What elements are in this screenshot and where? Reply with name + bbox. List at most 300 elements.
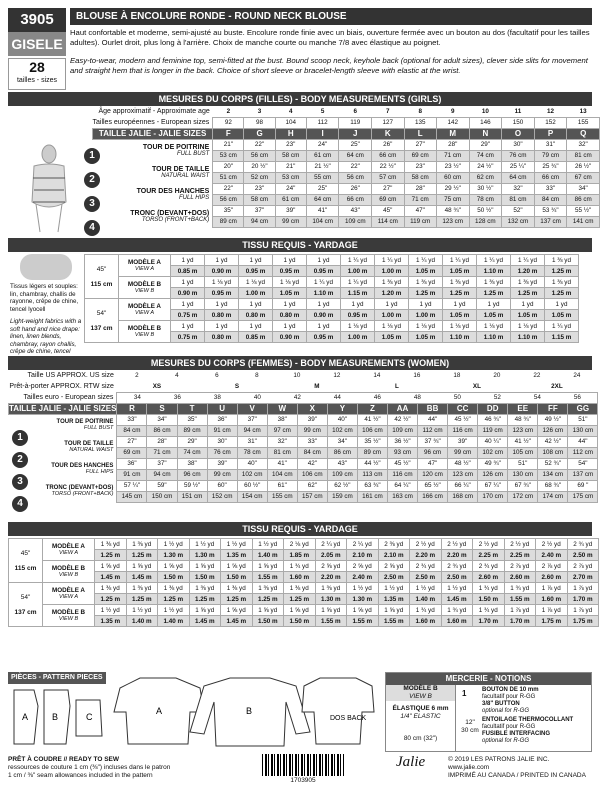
us-cell: 16 — [413, 372, 421, 379]
girls-measurements-table — [92, 106, 600, 228]
m-cell: 1.50 m — [189, 572, 221, 583]
m-cell: 1.75 m — [567, 616, 599, 627]
measure-fr: TOUR DE POITRINE — [142, 143, 210, 151]
inch-cell: 25" — [339, 139, 372, 150]
inch-cell: 62 ½" — [327, 480, 357, 491]
inch-cell: 51" — [568, 414, 598, 425]
inch-cell: 35 ½" — [357, 436, 387, 447]
fabric-en: Light-weight fabrics with a soft hand and nice drape: linen, linen blends, chambray, rayon challis, crêpe de chine, tencel — [10, 318, 82, 355]
m-cell: 1.55 m — [504, 594, 536, 605]
measure-number-4: 4 — [12, 496, 28, 512]
width-cell — [85, 255, 119, 299]
inch-cell: 44" — [568, 436, 598, 447]
measure-label — [93, 205, 213, 227]
m-cell: 1.25 m — [545, 266, 579, 277]
inch-cell: 39" — [207, 458, 237, 469]
m-cell: 0.75 m — [171, 332, 205, 343]
inch-cell: 59" — [147, 480, 177, 491]
inch-cell: 40" — [327, 414, 357, 425]
cm-cell: 69 cm — [117, 447, 147, 458]
yd-cell: 1 ⅜ yd — [189, 583, 221, 594]
m-cell: 1.00 m — [375, 310, 409, 321]
yd-cell: 1 yd — [477, 299, 511, 310]
age-cell: 7 — [386, 107, 390, 115]
width-cm: 115 cm — [14, 564, 37, 572]
inch-cell: 45 ½" — [448, 414, 478, 425]
cm-cell: 123 cm — [436, 216, 469, 227]
size-cell: X — [297, 403, 327, 414]
yd-cell: 1 ½ yd — [347, 583, 379, 594]
inch-cell: 60 ½" — [237, 480, 267, 491]
yd-cell: 1 yd — [171, 277, 205, 288]
m-cell: 0.90 m — [307, 310, 341, 321]
yd-cell: 1 yd — [239, 255, 273, 266]
yd-cell: 1 ⅛ yd — [409, 321, 443, 332]
m-cell: 0.90 m — [205, 266, 239, 277]
cm-cell: 52 cm — [244, 172, 275, 183]
inch-cell: 26" — [339, 183, 372, 194]
table-row — [93, 161, 600, 172]
yd-cell: 1 ⅛ yd — [443, 321, 477, 332]
pattern-name: GISELE — [8, 32, 66, 56]
size-label: TAILLE JALIE - JALIE SIZES — [9, 404, 117, 413]
inch-cell: 50 ½" — [469, 205, 502, 216]
inch-cell: 65 ½" — [418, 480, 448, 491]
notions-box — [385, 672, 592, 752]
size-cell: M — [436, 128, 469, 139]
measure-en: NATURAL WAIST — [69, 447, 114, 453]
cm-cell: 64 cm — [306, 194, 339, 205]
inch-cell: 31" — [237, 436, 267, 447]
age-cell: 12 — [547, 107, 555, 115]
table-row — [9, 539, 599, 550]
view-label — [119, 277, 171, 299]
measure-fr: TOUR DES HANCHES — [51, 463, 114, 469]
inch-cell: 48 ¾" — [508, 414, 538, 425]
m-cell: 1.50 m — [284, 616, 316, 627]
yd-cell: 1 ¼ yd — [443, 255, 477, 266]
m-cell: 0.85 m — [171, 266, 205, 277]
inch-cell: 34" — [147, 414, 177, 425]
inch-cell: 45" — [372, 205, 404, 216]
inch-cell: 54" — [568, 458, 598, 469]
inch-cell: 30 ½" — [469, 183, 502, 194]
inch-cell: 32" — [267, 436, 297, 447]
inch-cell: 23 ½" — [436, 161, 469, 172]
cm-cell: 74 cm — [469, 150, 502, 161]
yd-cell: 1 ⅛ yd — [239, 277, 273, 288]
cm-cell: 155 cm — [267, 491, 297, 502]
rtw-row — [9, 381, 598, 392]
size-cell: J — [339, 128, 372, 139]
m-cell: 1.05 m — [273, 288, 307, 299]
euro-cell: 56 — [573, 394, 581, 401]
cm-cell: 170 cm — [478, 491, 508, 502]
m-cell: 1.45 m — [95, 572, 127, 583]
yd-cell: 1 yd — [239, 321, 273, 332]
inch-cell: 34" — [327, 436, 357, 447]
cm-cell: 132 cm — [502, 216, 535, 227]
euro-cell: 52 — [493, 394, 501, 401]
piece-c-label: C — [86, 712, 93, 722]
size-cell: S — [147, 403, 177, 414]
measure-label — [93, 139, 213, 161]
inch-cell: 35" — [177, 414, 207, 425]
inch-cell: 44 ½" — [357, 458, 387, 469]
inch-cell: 29" — [177, 436, 207, 447]
m-cell: 1.25 m — [252, 594, 284, 605]
width-in: 54" — [96, 309, 107, 317]
table-row — [9, 480, 598, 491]
age-label: Âge approximatif - Approximate age — [98, 108, 210, 115]
m-cell: 2.20 m — [315, 572, 347, 583]
cm-cell: 106 cm — [297, 469, 327, 480]
cm-cell: 137 cm — [534, 216, 567, 227]
interfacing-fr2: facultatif pour R-GG — [482, 724, 536, 730]
interfacing-qty-in: 12" — [465, 719, 475, 726]
inch-cell: 32" — [502, 183, 535, 194]
inch-cell: 47" — [418, 458, 448, 469]
yd-cell: 1 yd — [443, 299, 477, 310]
size-cell: K — [372, 128, 404, 139]
fabric-roll-icon — [20, 254, 72, 280]
yd-cell: 1 ⅛ yd — [511, 321, 545, 332]
interfacing-en2: optional for R-GG — [482, 738, 530, 744]
yd-cell: 1 ⅜ yd — [126, 539, 158, 550]
women-measurements-table — [8, 370, 598, 503]
m-cell: 2.20 m — [410, 550, 442, 561]
yd-cell: 2 ⅞ yd — [567, 561, 599, 572]
yd-cell: 1 ⅝ yd — [252, 605, 284, 616]
yd-cell: 1 ⅝ yd — [221, 561, 253, 572]
cm-cell: 69 cm — [404, 150, 436, 161]
view-label — [119, 255, 171, 277]
m-cell: 2.40 m — [347, 572, 379, 583]
width-cm: 115 cm — [90, 280, 113, 288]
inch-cell: 48 ½" — [448, 458, 478, 469]
inch-cell: 22" — [213, 183, 244, 194]
m-cell: 1.50 m — [473, 594, 505, 605]
euro-cell: 38 — [213, 394, 221, 401]
cm-cell: 81 cm — [567, 150, 600, 161]
inch-cell: 21" — [275, 161, 306, 172]
size-row — [93, 128, 600, 139]
m-cell: 1.35 m — [95, 616, 127, 627]
yd-cell: 1 ¾ yd — [284, 561, 316, 572]
inch-cell: 60" — [207, 480, 237, 491]
m-cell: 0.95 m — [273, 266, 307, 277]
size-cell: R — [117, 403, 147, 414]
yd-cell: 1 yd — [307, 255, 341, 266]
yd-cell: 1 yd — [511, 299, 545, 310]
cm-cell: 71 cm — [436, 150, 469, 161]
cm-cell: 89 cm — [357, 447, 387, 458]
euro-cell: 54 — [533, 394, 541, 401]
m-cell: 1.45 m — [126, 572, 158, 583]
garment-drawings — [110, 672, 380, 750]
pieces-bar: PIÈCES - PATTERN PIECES — [8, 672, 106, 684]
size-cell: T — [177, 403, 207, 414]
cm-cell: 161 cm — [357, 491, 387, 502]
size-cell: Z — [357, 403, 387, 414]
us-cell: 6 — [215, 372, 219, 379]
yd-cell: 1 yd — [409, 299, 443, 310]
table-row — [85, 299, 579, 310]
inch-cell: 38" — [177, 458, 207, 469]
m-cell: 1.75 m — [536, 616, 568, 627]
pattern-code: 3905 — [8, 8, 66, 32]
m-cell: 1.40 m — [126, 616, 158, 627]
size-cell: Y — [327, 403, 357, 414]
cm-cell: 96 cm — [418, 447, 448, 458]
euro-cell: 92 — [213, 117, 244, 128]
rtw-cell: M — [314, 382, 320, 390]
m-cell: 1.25 m — [95, 550, 127, 561]
drawing-b-label: B — [246, 706, 253, 716]
m-cell: 1.25 m — [189, 594, 221, 605]
inch-cell: 40 ¼" — [478, 436, 508, 447]
measure-fr: TOUR DE TAILLE — [64, 441, 114, 447]
age-cell: 13 — [579, 107, 587, 115]
cm-cell: 99 cm — [207, 469, 237, 480]
yd-cell: 1 ⅛ yd — [477, 321, 511, 332]
body-figure-icon — [20, 142, 78, 234]
yd-cell: 1 ⅛ yd — [341, 321, 375, 332]
rtw-cell: XS — [152, 382, 162, 390]
yd-cell: 1 yd — [171, 299, 205, 310]
inch-cell: 51" — [508, 458, 538, 469]
size-cell: Q — [567, 128, 600, 139]
yd-cell: 2 ⅝ yd — [347, 561, 379, 572]
measure-number-2: 2 — [84, 172, 100, 188]
yd-cell: 1 ¼ yd — [409, 255, 443, 266]
m-cell: 1.25 m — [284, 594, 316, 605]
us-cell: 20 — [493, 372, 501, 379]
notions-view: VIEW B — [386, 693, 455, 701]
table-row — [9, 414, 598, 425]
inch-cell: 28" — [404, 183, 436, 194]
yd-cell: 1 ⅞ yd — [504, 605, 536, 616]
euro-cell: 135 — [404, 117, 436, 128]
yd-cell: 1 ⅝ yd — [95, 561, 127, 572]
euro-cell: 127 — [372, 117, 404, 128]
drawing-back-label: DOS BACK — [330, 715, 367, 722]
yd-cell: 2 ½ yd — [504, 539, 536, 550]
m-cell: 1.50 m — [252, 616, 284, 627]
inch-cell: 29" — [469, 139, 502, 150]
us-row — [9, 370, 598, 381]
size-cell: EE — [508, 403, 538, 414]
cm-cell: 60 cm — [436, 172, 469, 183]
yd-cell: 1 ½ yd — [189, 539, 221, 550]
inch-cell: 52" — [502, 205, 535, 216]
m-cell: 2.50 m — [441, 572, 473, 583]
age-cell: 4 — [289, 107, 293, 115]
inch-cell: 33" — [117, 414, 147, 425]
elastic-en: 1/4" ELASTIC — [400, 713, 441, 720]
measure-number-4: 4 — [84, 220, 100, 236]
m-cell: 2.60 m — [504, 572, 536, 583]
cm-cell: 55 cm — [306, 172, 339, 183]
yd-cell: 2 ⅝ yd — [378, 561, 410, 572]
m-cell: 1.05 m — [409, 266, 443, 277]
cm-cell: 58 cm — [404, 172, 436, 183]
yd-cell: 1 ¼ yd — [341, 255, 375, 266]
cm-cell: 126 cm — [478, 469, 508, 480]
cm-cell: 94 cm — [237, 425, 267, 436]
inch-cell: 41 ½" — [357, 414, 387, 425]
view-fr: MODÈLE A — [51, 587, 85, 594]
measure-en: TORSO (FRONT+BACK) — [51, 491, 114, 497]
inch-cell: 20 ½" — [244, 161, 275, 172]
inch-cell: 24 ½" — [469, 161, 502, 172]
size-row — [9, 403, 598, 414]
m-cell: 1.50 m — [158, 572, 190, 583]
view-fr: MODÈLE B — [51, 565, 86, 572]
m-cell: 1.05 m — [477, 310, 511, 321]
inch-cell: 47" — [404, 205, 436, 216]
yd-cell: 2 ½ yd — [536, 539, 568, 550]
size-cell: F — [213, 128, 244, 139]
yd-cell: 2 ¾ yd — [441, 561, 473, 572]
yd-cell: 2 ½ yd — [410, 539, 442, 550]
size-cell: O — [502, 128, 535, 139]
cm-cell: 81 cm — [267, 447, 297, 458]
measure-en: FULL BUST — [177, 150, 210, 157]
cm-cell: 134 cm — [538, 469, 568, 480]
cm-cell: 86 cm — [147, 425, 177, 436]
m-cell: 2.50 m — [410, 572, 442, 583]
m-cell: 1.25 m — [95, 594, 127, 605]
width-in: 54" — [20, 593, 31, 601]
inch-cell: 64 ¼" — [387, 480, 417, 491]
yd-cell: 1 ½ yd — [378, 583, 410, 594]
width-cell — [9, 583, 43, 627]
view-label — [43, 561, 95, 583]
yd-cell: 1 ⅜ yd — [252, 583, 284, 594]
measure-fr: TOUR DE POITRINE — [56, 419, 114, 426]
cm-cell: 84 cm — [534, 194, 567, 205]
yd-cell: 1 ⅞ yd — [567, 605, 599, 616]
inch-cell: 67 ¾" — [508, 480, 538, 491]
m-cell: 1.55 m — [378, 616, 410, 627]
drawing-a-label: A — [156, 706, 163, 716]
cm-cell: 51 cm — [213, 172, 244, 183]
table-row — [9, 616, 599, 627]
girls-yardage-bar: TISSU REQUIS - YARDAGE — [8, 238, 592, 252]
ready-to-sew: PRÊT À COUDRE // READY TO SEW — [8, 756, 119, 763]
table-row — [85, 277, 579, 288]
measure-fr: TRONC (DEVANT+DOS) — [130, 209, 210, 217]
inch-cell: 24" — [275, 183, 306, 194]
us-cell: 14 — [373, 372, 381, 379]
yd-cell: 1 ⅞ yd — [536, 605, 568, 616]
cm-cell: 56 cm — [213, 194, 244, 205]
measure-en: FULL BUST — [83, 425, 114, 432]
cm-cell: 81 cm — [502, 194, 535, 205]
measure-label — [93, 183, 213, 205]
m-cell: 1.00 m — [341, 332, 375, 343]
cm-cell: 99 cm — [297, 425, 327, 436]
cm-cell: 150 cm — [147, 491, 177, 502]
pattern-title: BLOUSE À ENCOLURE RONDE - ROUND NECK BLOUSE — [70, 8, 592, 25]
inch-cell: 41 ½" — [508, 436, 538, 447]
yd-cell: 1 ⅜ yd — [95, 583, 127, 594]
fabric-fr: Tissus légers et souples: lin, chambray, challis de rayonne, crêpe de chine, tencel lyocell — [10, 283, 79, 313]
m-cell: 1.55 m — [252, 572, 284, 583]
size-count-box — [8, 58, 66, 90]
inch-cell: 45 ½" — [387, 458, 417, 469]
cm-cell: 67 cm — [567, 172, 600, 183]
size-count-label: tailles - sizes — [16, 77, 58, 84]
yd-cell: 2 ⅜ yd — [378, 539, 410, 550]
seam-fr: ressources de couture 1 cm (⅜") incluses dans le patron — [8, 764, 171, 771]
rtw-cell: S — [234, 382, 240, 390]
age-cell: 2 — [226, 107, 231, 115]
inch-cell: 46 ¾" — [478, 414, 508, 425]
view-label — [119, 299, 171, 321]
cm-cell: 105 cm — [508, 447, 538, 458]
view-en: VIEW A — [134, 266, 155, 272]
euro-cell: 152 — [534, 117, 567, 128]
cm-cell: 120 cm — [418, 469, 448, 480]
cm-cell: 86 cm — [327, 447, 357, 458]
button-en2: optional for R-GG — [482, 708, 530, 714]
measure-number-1: 1 — [84, 148, 100, 164]
size-cell: N — [469, 128, 502, 139]
table-row — [93, 205, 600, 216]
inch-cell: 52 ¾" — [538, 458, 568, 469]
button-fr: BOUTON DE 10 mm — [482, 687, 539, 693]
m-cell: 0.90 m — [273, 332, 307, 343]
measure-fr: TOUR DES HANCHES — [136, 187, 210, 195]
m-cell: 2.25 m — [504, 550, 536, 561]
cm-cell: 71 cm — [404, 194, 436, 205]
cm-cell: 96 cm — [177, 469, 207, 480]
euro-cell: 34 — [133, 394, 141, 401]
inch-cell: 23" — [275, 139, 306, 150]
m-cell: 2.50 m — [378, 572, 410, 583]
cm-cell: 94 cm — [244, 216, 275, 227]
yd-cell: 1 ⅜ yd — [95, 539, 127, 550]
m-cell: 1.05 m — [545, 310, 579, 321]
m-cell: 1.25 m — [126, 550, 158, 561]
inch-cell: 62" — [297, 480, 327, 491]
cm-cell: 97 cm — [267, 425, 297, 436]
table-row — [9, 572, 599, 583]
euro-cell: 155 — [567, 117, 600, 128]
m-cell: 0.80 m — [239, 310, 273, 321]
yd-cell: 1 yd — [545, 299, 579, 310]
table-row — [9, 550, 599, 561]
m-cell: 1.05 m — [443, 310, 477, 321]
yd-cell: 1 ½ yd — [410, 583, 442, 594]
m-cell: 2.05 m — [315, 550, 347, 561]
notions-model: MODÈLE B — [386, 685, 455, 693]
cm-cell: 126 cm — [538, 425, 568, 436]
size-cell: AA — [387, 403, 417, 414]
interfacing-qty — [460, 719, 480, 735]
cm-cell: 71 cm — [147, 447, 177, 458]
inch-cell: 42 ½" — [387, 414, 417, 425]
width-cm: 137 cm — [90, 324, 113, 332]
view-fr: MODÈLE B — [127, 281, 162, 288]
cm-cell: 128 cm — [469, 216, 502, 227]
notions-bar: MERCERIE - NOTIONS — [386, 673, 591, 685]
yd-cell: 1 ⅝ yd — [189, 561, 221, 572]
cm-cell: 79 cm — [534, 150, 567, 161]
m-cell: 1.70 m — [473, 616, 505, 627]
